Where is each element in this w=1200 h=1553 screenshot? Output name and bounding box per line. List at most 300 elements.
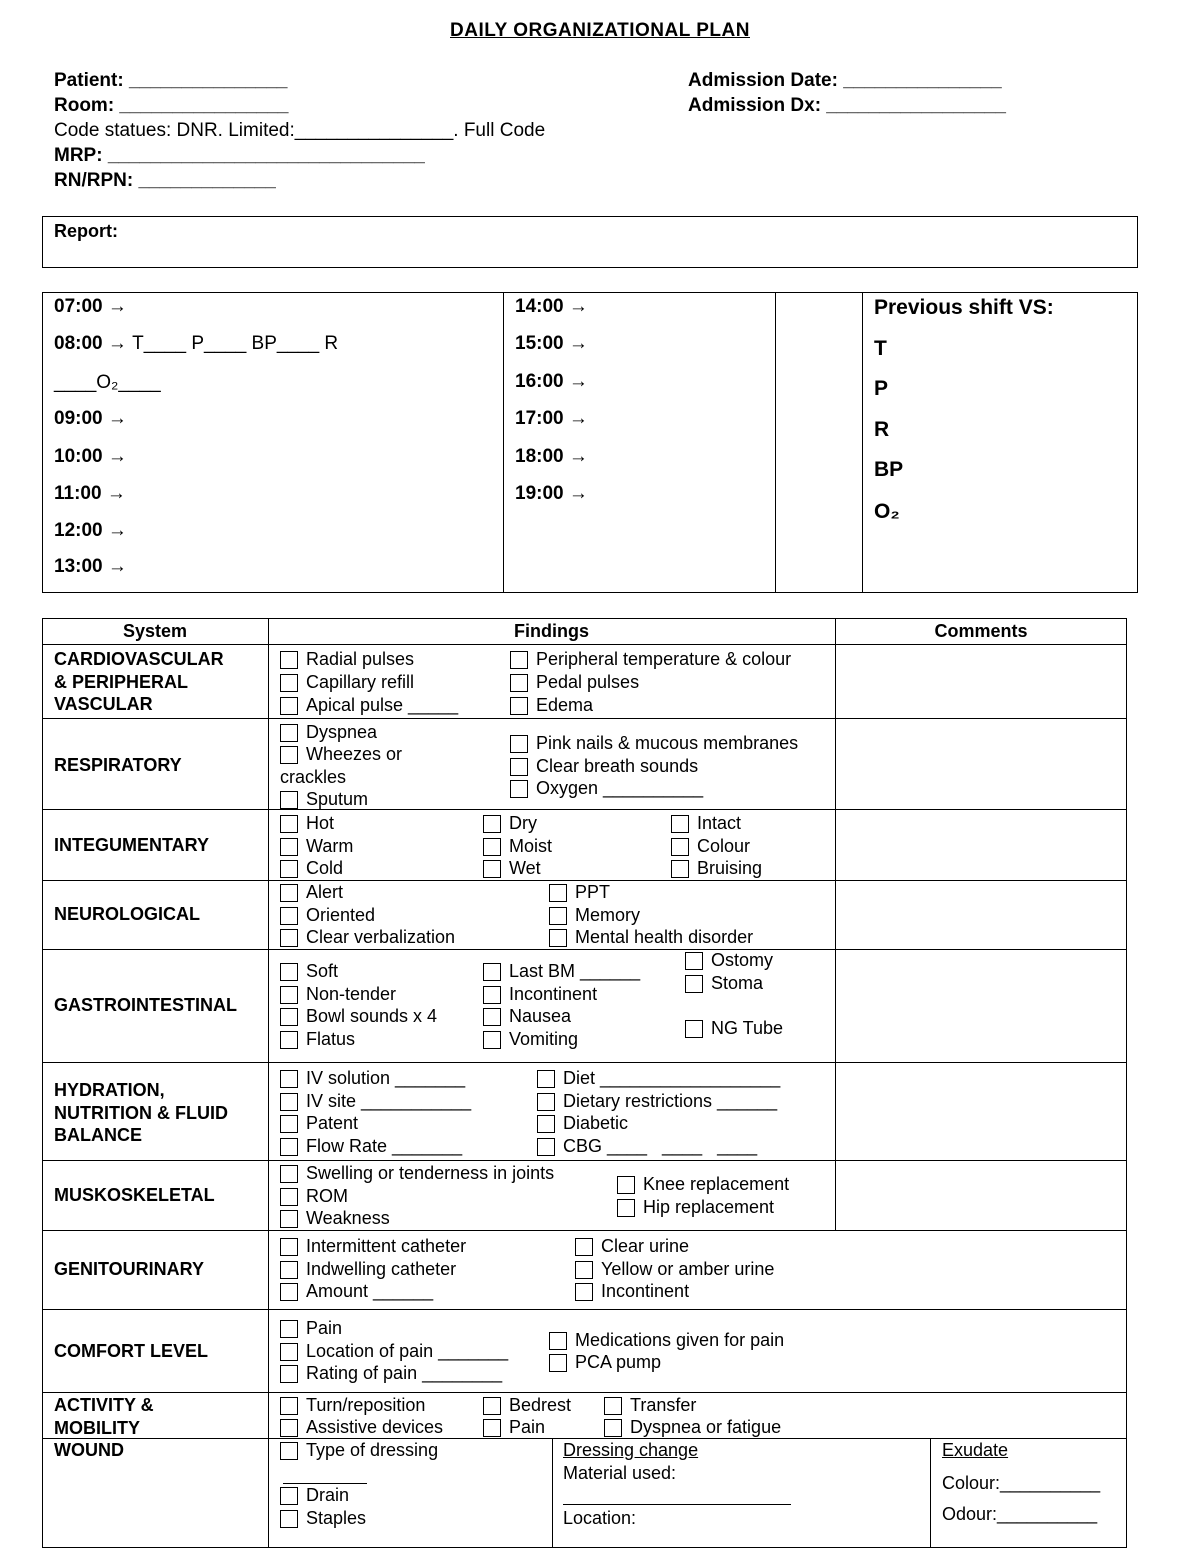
time-label: 16:00 [515,371,564,392]
checkbox-label: Soft [306,961,339,981]
checkbox-item[interactable] [483,812,537,835]
checkbox-item[interactable] [280,1484,349,1507]
page-title: DAILY ORGANIZATIONAL PLAN [450,20,750,41]
checkbox-label: Clear urine [601,1236,690,1256]
checkbox-label: Transfer [630,1395,697,1415]
checkbox-item[interactable] [537,1112,628,1135]
checkbox[interactable] [280,815,298,833]
system-label: CARDIOVASCULAR [54,649,224,669]
checkbox-item[interactable] [483,1394,571,1417]
checkbox-item[interactable] [483,1005,571,1028]
checkbox-label: Oxygen __________ [536,778,704,798]
checkbox-label: Memory [575,905,641,925]
checkbox-item[interactable] [510,755,698,778]
checkbox-label: Mental health disorder [575,927,754,947]
checkbox[interactable] [671,860,689,878]
checkbox-item[interactable] [280,1235,466,1258]
checkbox-label: Pink nails & mucous membranes [536,733,799,753]
checkbox[interactable] [280,1487,298,1505]
checkbox-label: PCA pump [575,1352,662,1372]
checkbox-item[interactable] [549,1351,661,1374]
checkbox[interactable] [575,1261,593,1279]
report-label: Report: [54,221,118,241]
checkbox-item[interactable] [280,1439,438,1462]
code-status-field[interactable]: Code statues: DNR. Limited:_______________. Full Code [54,120,546,141]
column-header-findings: Findings [514,621,589,641]
checkbox[interactable] [483,963,501,981]
time-label: 12:00 [54,520,103,541]
checkbox[interactable] [280,907,298,925]
checkbox-label: Diet __________________ [563,1068,781,1088]
checkbox[interactable] [549,1354,567,1372]
checkbox[interactable] [604,1419,622,1437]
checkbox-item[interactable] [280,788,368,811]
exudate-heading: Exudate [942,1440,1009,1460]
checkbox-label: Bruising [697,858,763,878]
checkbox-item[interactable] [280,812,334,835]
column-header-comments: Comments [934,621,1028,641]
checkbox-label: Pain [509,1417,546,1437]
checkbox-label: Amount ______ [306,1281,434,1301]
checkbox-item[interactable] [510,694,593,717]
checkbox-item[interactable] [549,1329,784,1352]
divider [775,292,776,593]
checkbox[interactable] [280,1365,298,1383]
checkbox-label: Clear breath sounds [536,756,699,776]
room-field[interactable]: Room: ________________ [54,95,289,116]
checkbox-label: Staples [306,1508,367,1528]
checkbox-label: Moist [509,836,553,856]
checkbox-item[interactable] [280,721,377,744]
checkbox-label: Rating of pain ________ [306,1363,503,1383]
checkbox[interactable] [280,838,298,856]
checkbox-item[interactable] [537,1090,777,1113]
time-label: 07:00 [54,296,103,317]
checkbox-label: Peripheral temperature & colour [536,649,792,669]
checkbox-label: Turn/reposition [306,1395,426,1415]
time-label: 10:00 [54,446,103,467]
checkbox[interactable] [483,986,501,1004]
checkbox-item[interactable] [280,1185,348,1208]
checkbox-label: Diabetic [563,1113,629,1133]
checkbox[interactable] [549,884,567,902]
time-label: 11:00 [54,483,102,504]
checkbox-label: Nausea [509,1006,572,1026]
checkbox[interactable] [280,929,298,947]
divider [42,1392,1127,1393]
checkbox-item[interactable] [280,1028,355,1051]
checkbox-label: Oriented [306,905,376,925]
blank-line[interactable] [563,1504,791,1505]
checkbox-label: Clear verbalization [306,927,456,947]
checkbox-item[interactable] [280,881,343,904]
time-slot[interactable] [54,296,127,318]
checkbox-item[interactable] [617,1196,774,1219]
checkbox-item[interactable] [280,904,375,927]
time-slot[interactable] [515,408,588,430]
checkbox[interactable] [685,1020,703,1038]
time-slot[interactable] [54,333,338,355]
checkbox-item[interactable] [671,812,741,835]
divider [42,1160,1127,1161]
checkbox-label: Yellow or amber urine [601,1259,775,1279]
system-label: & PERIPHERAL [54,671,189,692]
checkbox-item[interactable] [685,972,763,995]
checkbox-label: Colour [697,836,751,856]
checkbox-item[interactable] [280,1280,433,1303]
checkbox-item[interactable] [510,732,798,755]
checkbox-label: Type of dressing [306,1440,439,1460]
system-comfort-level: COMFORT LEVEL [54,1341,208,1361]
checkbox-label: Weakness [306,1208,390,1228]
time-slot[interactable] [515,446,588,468]
checkbox-item[interactable] [671,835,750,858]
checkbox[interactable] [280,1165,298,1183]
checkbox-item[interactable] [549,926,753,949]
system-cardiovascular [54,648,224,716]
checkbox-item[interactable] [280,1067,465,1090]
time-slot[interactable] [515,296,588,318]
checkbox[interactable] [549,929,567,947]
checkbox-item[interactable] [280,960,338,983]
checkbox-item[interactable] [575,1280,689,1303]
checkbox-item[interactable] [575,1258,774,1281]
checkbox[interactable] [510,735,528,753]
arrow-icon: → [568,446,588,467]
checkbox[interactable] [280,884,298,902]
checkbox[interactable] [280,963,298,981]
checkbox-item[interactable] [483,835,552,858]
vital-label: O₂ [874,500,900,523]
checkbox-item[interactable] [280,1135,462,1158]
checkbox-item[interactable] [671,857,762,880]
previous-shift-title: Previous shift VS: [874,296,1054,319]
vital-label: R [874,418,890,441]
divider [42,1309,1127,1310]
divider [42,1230,1127,1231]
checkbox[interactable] [280,1093,298,1111]
colour-field[interactable]: Colour:__________ [942,1473,1101,1493]
arrow-icon: → [107,556,127,577]
checkbox[interactable] [280,1343,298,1361]
checkbox-label: Apical pulse _____ [306,695,459,715]
arrow-icon: → [568,483,588,504]
divider [930,1438,931,1548]
checkbox[interactable] [483,1397,501,1415]
checkbox-item[interactable] [280,983,396,1006]
system-label: ACTIVITY & [54,1395,154,1415]
time-label: 15:00 [515,333,564,354]
checkbox-label: Vomiting [509,1029,579,1049]
time-slot[interactable] [54,520,127,542]
checkbox-item[interactable] [549,881,610,904]
time-slot[interactable] [54,556,127,578]
checkbox-item[interactable] [549,904,640,927]
divider [552,1438,553,1548]
report-box[interactable] [42,216,1138,268]
checkbox-label: ROM [306,1186,348,1206]
time-label: 08:00 [54,333,103,354]
time-label: 14:00 [515,296,564,317]
checkbox-item[interactable] [280,1340,508,1363]
checkbox-item[interactable] [510,671,639,694]
vitals-note: ____O₂____ [54,372,161,393]
checkbox-label: IV site ___________ [306,1091,472,1111]
checkbox-item[interactable] [483,857,541,880]
checkbox[interactable] [549,907,567,925]
divider [268,618,269,1548]
admission-dx-field[interactable]: Admission Dx: _________________ [688,95,1006,116]
checkbox[interactable] [604,1397,622,1415]
checkbox-label: Swelling or tenderness in joints [306,1163,555,1183]
checkbox-label: Intact [697,813,742,833]
checkbox-item[interactable] [685,1017,783,1040]
admission-date-field[interactable]: Admission Date: _______________ [688,70,1002,91]
arrow-icon: → [107,408,127,429]
checkbox[interactable] [671,815,689,833]
arrow-icon: → [107,446,127,467]
checkbox-item[interactable] [483,960,640,983]
system-label: VASCULAR [54,694,153,714]
time-label: 19:00 [515,483,564,504]
checkbox[interactable] [280,1442,298,1460]
checkbox-label: Radial pulses [306,649,415,669]
vital-label: BP [874,458,904,481]
time-slot[interactable] [515,333,588,355]
system-wound: WOUND [54,1440,124,1460]
checkbox[interactable] [280,1397,298,1415]
checkbox-label: Non-tender [306,984,397,1004]
checkbox[interactable] [280,1210,298,1228]
checkbox[interactable] [483,1008,501,1026]
checkbox[interactable] [537,1138,555,1156]
checkbox-item[interactable] [510,777,703,800]
divider [42,949,1127,950]
checkbox[interactable] [483,838,501,856]
checkbox[interactable] [280,1031,298,1049]
time-label: 17:00 [515,408,564,429]
checkbox-label: Incontinent [509,984,598,1004]
checkbox[interactable] [280,1419,298,1437]
checkbox-item[interactable] [685,949,773,972]
time-slot[interactable] [54,483,126,505]
checkbox[interactable] [280,1070,298,1088]
checkbox-label: IV solution _______ [306,1068,466,1088]
checkbox-item[interactable] [483,983,597,1006]
checkbox[interactable] [671,838,689,856]
time-slot[interactable] [54,408,127,430]
checkbox-item[interactable] [280,671,414,694]
checkbox[interactable] [685,975,703,993]
patient-field[interactable]: Patient: _______________ [54,70,288,91]
checkbox-item[interactable] [280,835,353,858]
checkbox-label: CBG ____ ____ ____ [563,1136,758,1156]
checkbox[interactable] [685,952,703,970]
system-label: NUTRITION & FLUID [54,1102,228,1123]
checkbox[interactable] [280,1115,298,1133]
checkbox-item[interactable] [280,1507,366,1530]
checkbox-item[interactable] [280,926,455,949]
system-label: BALANCE [54,1125,142,1145]
checkbox[interactable] [280,746,298,764]
system-genitourinary: GENITOURINARY [54,1259,205,1279]
checkbox-label: Warm [306,836,354,856]
checkbox[interactable] [537,1070,555,1088]
checkbox[interactable] [510,651,528,669]
checkbox[interactable] [537,1115,555,1133]
checkbox[interactable] [537,1093,555,1111]
checkbox[interactable] [280,1238,298,1256]
checkbox-label: Indwelling catheter [306,1259,457,1279]
divider [42,809,1127,810]
checkbox-item[interactable] [280,1258,456,1281]
checkbox-item[interactable] [483,1028,578,1051]
checkbox[interactable] [280,697,298,715]
checkbox-label: Dry [509,813,537,833]
checkbox-label: Bedrest [509,1395,572,1415]
checkbox-label: Incontinent [601,1281,690,1301]
system-muskoskeletal: MUSKOSKELETAL [54,1185,215,1205]
checkbox[interactable] [510,697,528,715]
checkbox-label: Hot [306,813,335,833]
checkbox[interactable] [280,1261,298,1279]
checkbox[interactable] [280,1188,298,1206]
checkbox-label: Flatus [306,1029,356,1049]
checkbox-item[interactable] [280,1162,554,1185]
checkbox[interactable] [575,1283,593,1301]
checkbox-label: Assistive devices [306,1417,444,1437]
checkbox-item[interactable] [280,1005,437,1028]
vitals-note: T____ P____ BP____ R [132,333,339,354]
checkbox-label: Drain [306,1485,350,1505]
checkbox-label: Wet [509,858,541,878]
checkbox-label: Wheezes or [306,744,403,764]
checkbox-label: Pedal pulses [536,672,640,692]
checkbox[interactable] [280,986,298,1004]
checkbox[interactable] [510,674,528,692]
divider [42,644,1127,645]
checkbox[interactable] [617,1176,635,1194]
odour-field[interactable]: Odour:__________ [942,1504,1098,1524]
checkbox-item[interactable] [280,1362,502,1385]
checkbox[interactable] [575,1238,593,1256]
checkbox-item[interactable] [604,1394,696,1417]
system-gastrointestinal: GASTROINTESTINAL [54,995,237,1015]
checkbox-item[interactable] [483,1416,545,1439]
divider [503,292,504,593]
checkbox-label: Stoma [711,973,764,993]
time-slot[interactable] [54,446,127,468]
time-slot[interactable] [515,483,588,505]
checkbox[interactable] [280,651,298,669]
vital-label: T [874,337,887,360]
time-label: 09:00 [54,408,103,429]
checkbox[interactable] [483,860,501,878]
checkbox-label: Capillary refill [306,672,415,692]
checkbox-label: PPT [575,882,611,902]
checkbox[interactable] [483,815,501,833]
checkbox-label: Intermittent catheter [306,1236,467,1256]
mrp-field[interactable]: MRP: ______________________________ [54,145,425,166]
checkbox-label: Bowl sounds x 4 [306,1006,438,1026]
checkbox-item[interactable] [280,743,402,766]
checkbox-item[interactable] [280,1112,358,1135]
checkbox[interactable] [280,724,298,742]
checkbox-item[interactable] [280,1317,342,1340]
checkbox[interactable] [280,1320,298,1338]
checkbox[interactable] [280,1510,298,1528]
checkbox-item[interactable] [280,1090,471,1113]
dressing-change-heading: Dressing change [563,1440,699,1460]
checkbox-item[interactable] [604,1416,781,1439]
checkbox[interactable] [280,1283,298,1301]
checkbox-item[interactable] [537,1067,780,1090]
checkbox-label: Medications given for pain [575,1330,785,1350]
checkbox-label: Hip replacement [643,1197,775,1217]
checkbox[interactable] [280,1008,298,1026]
divider [862,292,863,593]
checkbox-label: Knee replacement [643,1174,790,1194]
time-label: 13:00 [54,556,103,577]
checkbox-label: Pain [306,1318,343,1338]
checkbox-item[interactable] [537,1135,757,1158]
checkbox-label: Dietary restrictions ______ [563,1091,778,1111]
checkbox[interactable] [280,860,298,878]
checkbox-item[interactable] [280,1394,425,1417]
checkbox-label: Alert [306,882,344,902]
checkbox-label: crackles [280,767,347,787]
checkbox-item[interactable] [280,1207,390,1230]
checkbox[interactable] [510,758,528,776]
checkbox[interactable] [549,1332,567,1350]
checkbox-item[interactable] [575,1235,689,1258]
checkbox[interactable] [483,1419,501,1437]
checkbox-item[interactable] [280,648,414,671]
system-neurological: NEUROLOGICAL [54,904,200,924]
system-label: MOBILITY [54,1417,140,1438]
checkbox-label: Sputum [306,789,369,809]
checkbox[interactable] [510,780,528,798]
checkbox-label: Patent [306,1113,359,1133]
arrow-icon: → [107,520,127,541]
checkbox-item[interactable] [280,857,343,880]
checkbox-item[interactable] [510,648,791,671]
vital-label: P [874,377,889,400]
checkbox[interactable] [483,1031,501,1049]
checkbox-label: Dyspnea or fatigue [630,1417,782,1437]
arrow-icon: → [568,296,588,317]
column-header-system: System [122,621,188,641]
system-activity-mobility [54,1394,154,1439]
time-slot[interactable] [515,371,588,393]
checkbox-item[interactable] [617,1173,789,1196]
divider [42,1062,1127,1063]
checkbox[interactable] [617,1199,635,1217]
rn-rpn-field[interactable]: RN/RPN: _____________ [54,170,276,191]
checkbox[interactable] [280,1138,298,1156]
checkbox[interactable] [280,674,298,692]
checkbox[interactable] [280,791,298,809]
checkbox-label: Last BM ______ [509,961,641,981]
system-hydration [54,1079,228,1147]
arrow-icon: → [106,483,126,504]
checkbox-item[interactable] [280,1416,443,1439]
checkbox-item[interactable] [280,694,458,717]
system-respiratory: RESPIRATORY [54,755,182,775]
checkbox-label: Ostomy [711,950,774,970]
divider [42,718,1127,719]
divider [835,618,836,1230]
